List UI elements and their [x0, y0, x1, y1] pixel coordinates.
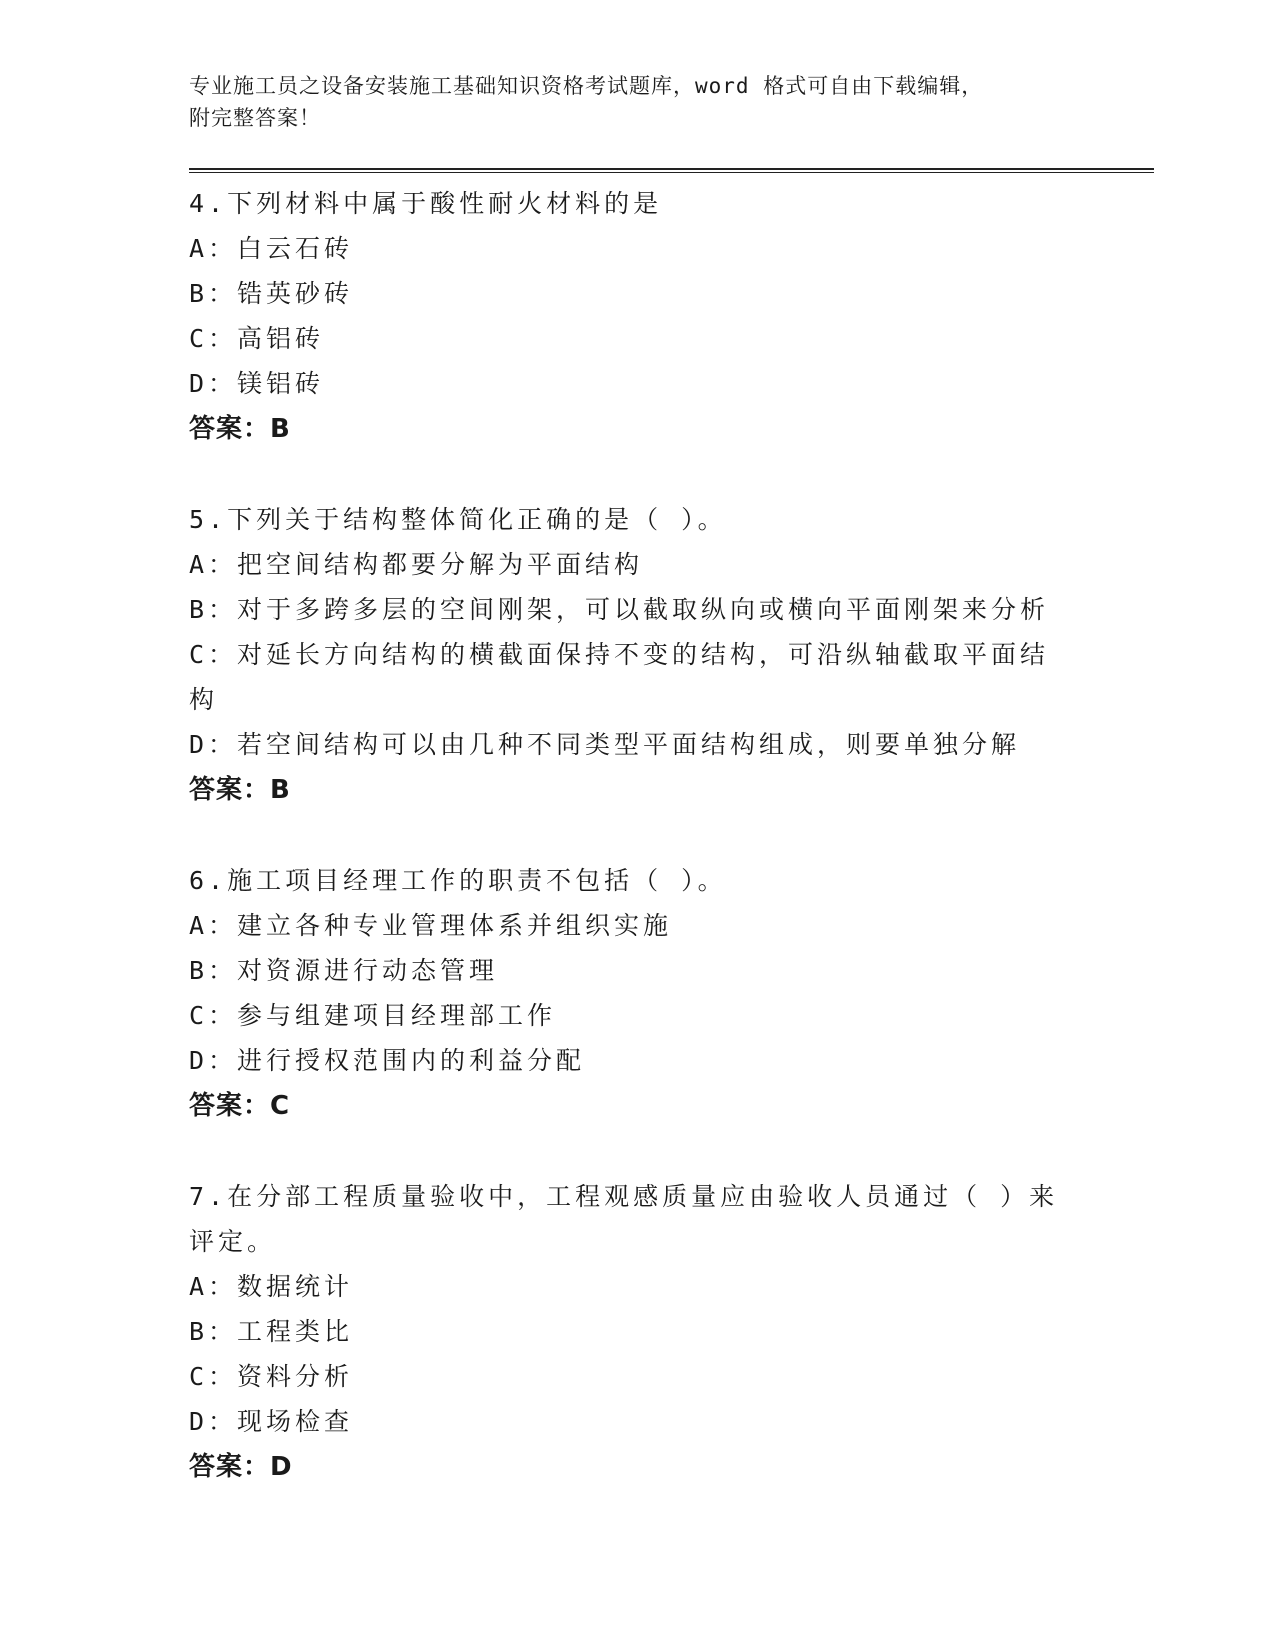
question-list [189, 181, 1149, 1490]
answer-line: 答案：B [189, 775, 291, 805]
option-c: C：对延长方向结构的横截面保持不变的结构，可沿纵轴截取平面结构 [189, 640, 1050, 714]
option-a: A：建立各种专业管理体系并组织实施 [189, 911, 673, 940]
option-b: B：对于多跨多层的空间刚架，可以截取纵向或横向平面刚架来分析 [189, 595, 1050, 624]
option-c: C：高铝砖 [189, 324, 325, 353]
question-stem: 6.施工项目经理工作的职责不包括（ ）。 [189, 866, 727, 895]
header-line: 专业施工员之设备安装施工基础知识资格考试题库，word 格式可自由下载编辑， [189, 74, 984, 98]
header-line: 附完整答案！ [189, 106, 321, 130]
document-page [189, 70, 1149, 1535]
option-d: D：若空间结构可以由几种不同类型平面结构组成，则要单独分解 [189, 730, 1021, 759]
option-c: C：参与组建项目经理部工作 [189, 1001, 557, 1030]
document-header [189, 70, 1049, 134]
option-d: D：镁铝砖 [189, 369, 325, 398]
answer-line: 答案：D [189, 1452, 293, 1482]
question-item [189, 1174, 1149, 1490]
answer-line: 答案：C [189, 1091, 291, 1121]
option-a: A：把空间结构都要分解为平面结构 [189, 550, 644, 579]
option-d: D：进行授权范围内的利益分配 [189, 1046, 586, 1075]
question-item [189, 497, 1149, 813]
option-a: A：数据统计 [189, 1272, 354, 1301]
question-stem: 4.下列材料中属于酸性耐火材料的是 [189, 189, 663, 218]
option-d: D：现场检查 [189, 1407, 354, 1436]
question-stem: 5.下列关于结构整体简化正确的是（ ）。 [189, 505, 727, 534]
question-stem: 7.在分部工程质量验收中，工程观感质量应由验收人员通过（ ）来评定。 [189, 1182, 1059, 1256]
question-item [189, 181, 1149, 452]
question-item [189, 858, 1149, 1129]
answer-line: 答案：B [189, 414, 291, 444]
option-c: C：资料分析 [189, 1362, 354, 1391]
option-b: B：锆英砂砖 [189, 279, 354, 308]
option-b: B：对资源进行动态管理 [189, 956, 499, 985]
header-divider [189, 168, 1154, 173]
option-a: A：白云石砖 [189, 234, 354, 263]
option-b: B：工程类比 [189, 1317, 354, 1346]
